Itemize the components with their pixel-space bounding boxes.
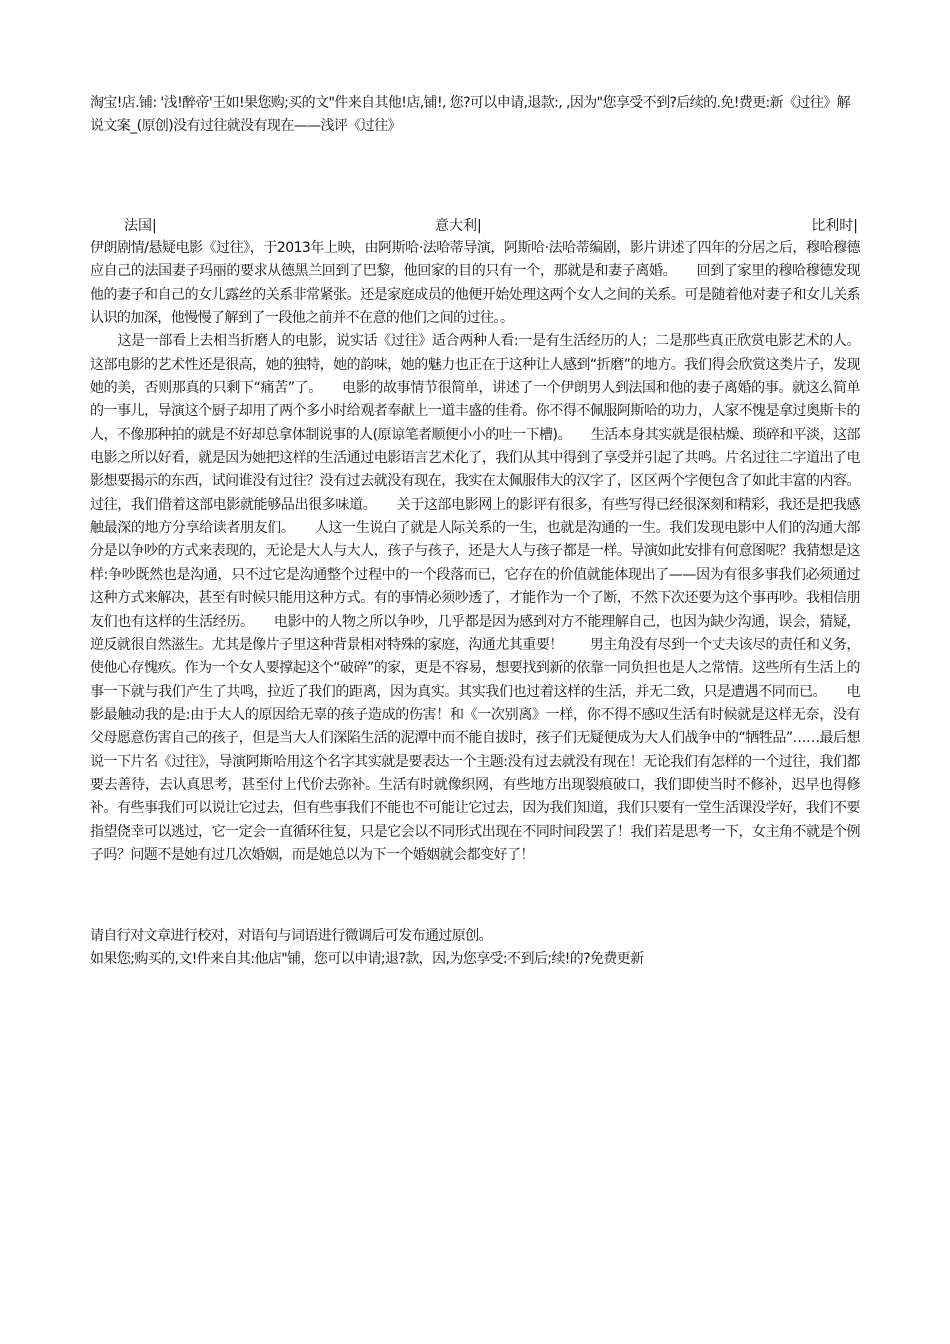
footer-proofread-note: 请自行对文章进行校对，对语句与词语进行微调后可发布通过原创。: [90, 928, 492, 945]
article-paragraph-review: 这是一部看上去相当折磨人的电影，说实话《过往》适合两种人看:一是有生活经历的人；二是那些真正欣赏电影艺术的人。这部电影的艺术性还是很高，她的独特，她的韵味，她的魅力也正在于这种让人感到“折磨”的地方。我们得会欣赏这类片子，发现她的美，否则那真的只剩下“痛苦”了。 电影的故事情节很简单，讲述了一个伊朗男人到法国和他的妻子离婚的事。就这么简单的一事儿，导演这个厨子却用了两个多小时给观者奉献上一道丰盛的佳肴。你不得不佩服阿斯哈的功力，人家不愧是拿过奥斯卡的人，不像那种拍的就是不好却总拿体制说事的人(原谅笔者顺便小小的吐一下槽)。 生活本身其实就是很枯燥、琐碎和平淡，这部电影之所以好看，就是因为她把这样的生活通过电影语言艺术化了，我们从其中得到了享受并引起了共鸣。片名过往二字道出了电影想要揭示的东西，试问谁没有过往？没有过去就没有现在，我实在太佩服伟大的汉字了，区区两个字便包含了如此丰富的内容。过往，我们借着这部电影就能够品出很多味道。 关于这部电影网上的影评有很多，有些写得已经很深刻和精彩，我还是把我感触最深的地方分享给读者朋友们。 人这一生说白了就是人际关系的一生，也就是沟通的一生。我们发现电影中人们的沟通大部分是以争吵的方式来表现的，无论是大人与大人，孩子与孩子，还是大人与孩子都是一样。导演如此安排有何意图呢？我猜想是这样:争吵既然也是沟通，只不过它是沟通整个过程中的一个段落而已，它存在的价值就能体现出了——因为有很多事我们必须通过这种方式来解决，甚至有时候只能用这种方式。有的事情必须吵透了，才能作为一个了断，不然下次还要为这个事再吵。我相信朋友们也有这样的生活经历。 电影中的人物之所以争吵，几乎都是因为感到对方不能理解自己，也因为缺少沟通，误会，猜疑，逆反就很自然滋生。尤其是像片子里这种背景相对特殊的家庭，沟通尤其重要！ 男主角没有尽到一个丈夫该尽的责任和义务，使他心存愧疚。作为一个女人要撑起这个“破碎”的家，更是不容易，想要找到新的依靠一同负担也是人之常情。这些所有生活上的事一下就与我们产生了共鸣，拉近了我们的距离，因为真实。其实我们也过着这样的生活，并无二致，只是遭遇不同而已。 电影最触动我的是:由于大人的原因给无辜的孩子造成的伤害！和《一次别离》一样，你不得不感叹生活有时候就是这样无奈，没有父母愿意伤害自己的孩子，但是当大人们深陷生活的泥潭中而不能自拔时，孩子们无疑便成为大人们战争中的“牺牲品”……最后想说一下片名《过往》，导演阿斯哈用这个名字其实就是要表达一个主题:没有过去就没有现在！无论我们有怎样的一个过往，我们都要去善待，去认真思考，甚至付上代价去弥补。生活有时就像织网，有些地方出现裂痕破口，我们即使当时不修补，迟早也得修补。有些事我们可以说让它过去，但有些事我们不能也不可能让它过去，因为我们知道，我们只要有一堂生活课没学好，我们不要指望侥幸可以逃过，它一定会一直循环往复，只是它会以不同形式出现在不同时间段罢了！我们若是思考一下，女主角不就是个例子吗？问题不是她有过几次婚姻，而是她总以为下一个婚姻就会都变好了！: [90, 333, 860, 863]
production-countries: [90, 215, 860, 237]
country-france: 法国|: [124, 218, 157, 234]
article-paragraph-synopsis: 伊朗剧情/悬疑电影《过往》，于2013年上映，由阿斯哈·法哈蒂导演，阿斯哈·法哈蒂编剧，影片讲述了四年的分居之后，穆哈穆德应自己的法国妻子玛丽的要求从德黑兰回到了巴黎，他回家的目的只有一个，那就是和妻子离婚。 回到了家里的穆哈穆德发现他的妻子和自己的女儿露丝的关系非常紧张。还是家庭成员的他便开始处理这两个女人之间的关系。可是随着他对妻子和女儿关系认识的加深，他慢慢了解到了一段他之前并不在意的他们之间的过往。。: [90, 240, 860, 327]
document-page: [90, 92, 860, 971]
country-belgium: 比利时|: [811, 218, 858, 234]
article-body: [90, 237, 860, 867]
country-italy: 意大利|: [435, 218, 482, 234]
footer-refund-note: 如果您;购买的,文!件来自其:他店"铺，您可以申请;退?款，因,为您享受:不到后;续!的?免费更新: [90, 951, 644, 968]
footer-notes: [90, 925, 860, 971]
header-notice: 淘宝!店.铺: '浅!醉帝'王如!果您购;买的文"件来自其他!店,铺!, 您?可以申请,退款:, ,因为"您享受不到?后续的.免!费更:新《过往》解说文案_(原创)没有过往就没有现在——浅评《过往》: [90, 95, 851, 134]
